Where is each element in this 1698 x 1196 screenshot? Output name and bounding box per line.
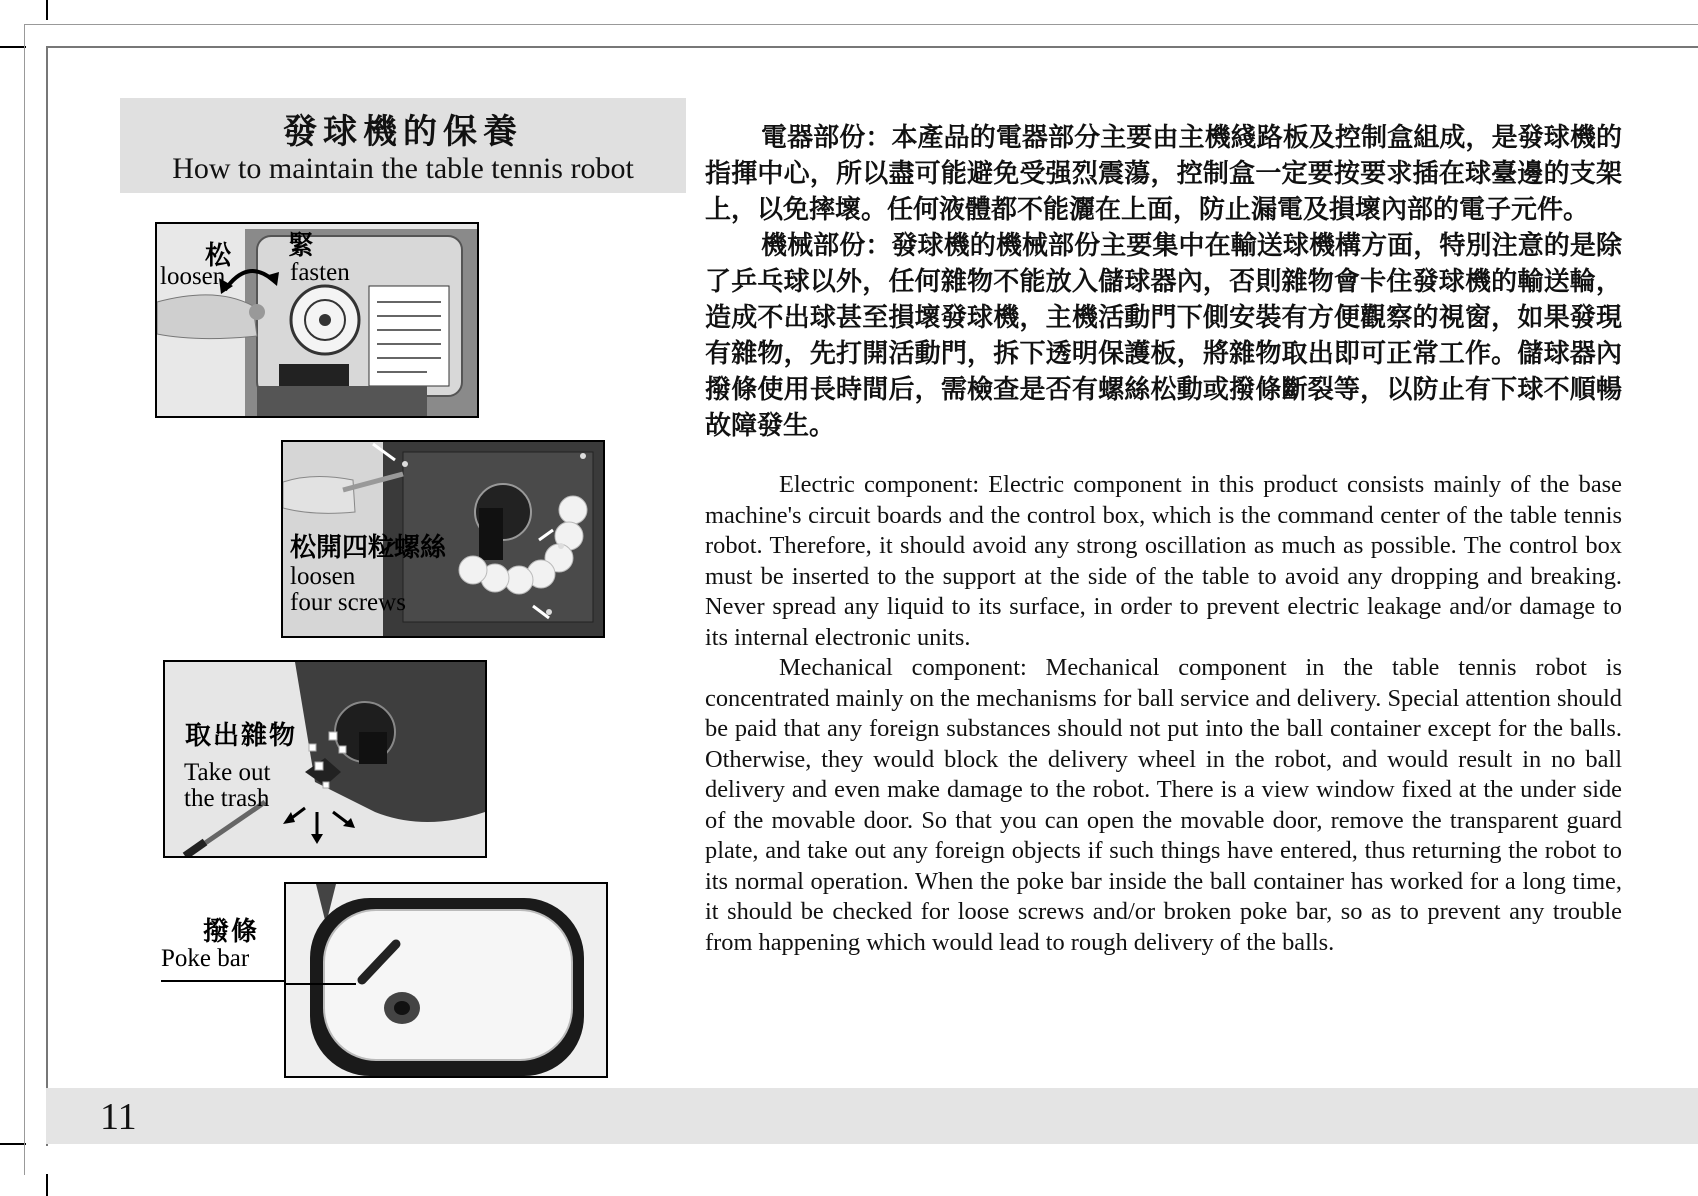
fig2-label-en-1: loosen — [290, 563, 356, 590]
fig3-label-zh: 取出雜物 — [185, 721, 298, 750]
figure-poke-bar — [284, 882, 608, 1078]
zh-electric-paragraph: 電器部份：本產品的電器部分主要由主機綫路板及控制盒組成，是發球機的指揮中心，所以盡可能避免受强烈震蕩，控制盒一定要按要求插在球臺邊的支架上，以免摔壞。任何液體都不能灑在上面，防止漏電及損壞內部的電子元件。 — [705, 123, 1622, 225]
footer-band — [46, 1088, 1698, 1144]
fig1-label-fasten-zh: 緊 — [288, 231, 315, 260]
crop-mark-left-top — [0, 46, 26, 48]
fig1-label-loosen-zh: 松 — [205, 241, 232, 270]
crop-mark-left-bottom — [0, 1143, 26, 1145]
fig4-label-leader-line — [161, 980, 285, 982]
section-title-en: How to maintain the table tennis robot — [172, 152, 634, 185]
english-text-block — [705, 470, 1622, 958]
fig2-label-zh: 松開四粒螺絲 — [290, 533, 447, 562]
fig4-label-zh: 撥條 — [203, 917, 260, 946]
crop-mark-top — [46, 0, 48, 20]
zh-mechanical-paragraph: 機械部份：發球機的機械部份主要集中在輸送球機構方面，特別注意的是除了乒乓球以外，任何雜物不能放入儲球器內，否則雜物會卡住發球機的輸送輪，造成不出球甚至損壞發球機，主機活動門下側安裝有方便觀察的視窗，如果發現有雜物，先打開活動門，拆下透明保護板，將雜物取出即可正常工作。儲球器內撥條使用長時間后，需檢查是否有螺絲松動或撥條斷裂等，以防止有下球不順暢故障發生。 — [705, 231, 1622, 441]
section-title-zh: 發球機的保養 — [283, 112, 523, 152]
en-mechanical-paragraph: Mechanical component: Mechanical component in the table tennis robot is concentrated mainly on the mechanisms for ball service and delivery. Special attention should be paid that any foreign substances should not put into the ball container except for the balls. Otherwise, they would block the delivery wheel in the robot, and would result in no ball delivery and even make damage to the robot. There is a view window fixed at the under side of the movable door. So that you can open the movable door, remove the transparent guard plate, and take out any foreign objects if such things have entered, thus returning the robot to its normal operation. When the poke bar inside the ball container has worked for a long time, it should be checked for loose screws and/or broken poke bar, so as to prevent any trouble from happening which would lead to rough delivery of the balls. — [705, 654, 1622, 956]
chinese-text-block — [705, 120, 1622, 444]
fig2-label-en-2: four screws — [290, 589, 406, 616]
crop-mark-bottom — [46, 1174, 48, 1196]
fig1-label-loosen-en: loosen — [160, 263, 226, 290]
en-electric-paragraph: Electric component: Electric component in this product consists mainly of the base machine's circuit boards and the control box, which is the command center of the table tennis robot. Therefore, it should avoid any strong oscillation as much as possible. The control box must be inserted to the support at the side of the table to avoid any dropping and breaking. Never spread any liquid to its surface, in order to prevent electric leakage and/or damage to its internal electronic units. — [705, 471, 1622, 651]
section-header — [120, 98, 686, 193]
fig1-label-fasten-en: fasten — [290, 259, 350, 286]
fig3-label-en-1: Take out — [184, 759, 271, 786]
fig4-label-en: Poke bar — [161, 945, 250, 972]
page-number: 11 — [100, 1096, 137, 1138]
ball-container-illustration — [286, 884, 606, 1076]
figure-loosen-fasten — [155, 222, 479, 418]
fig3-label-en-2: the trash — [184, 785, 270, 812]
